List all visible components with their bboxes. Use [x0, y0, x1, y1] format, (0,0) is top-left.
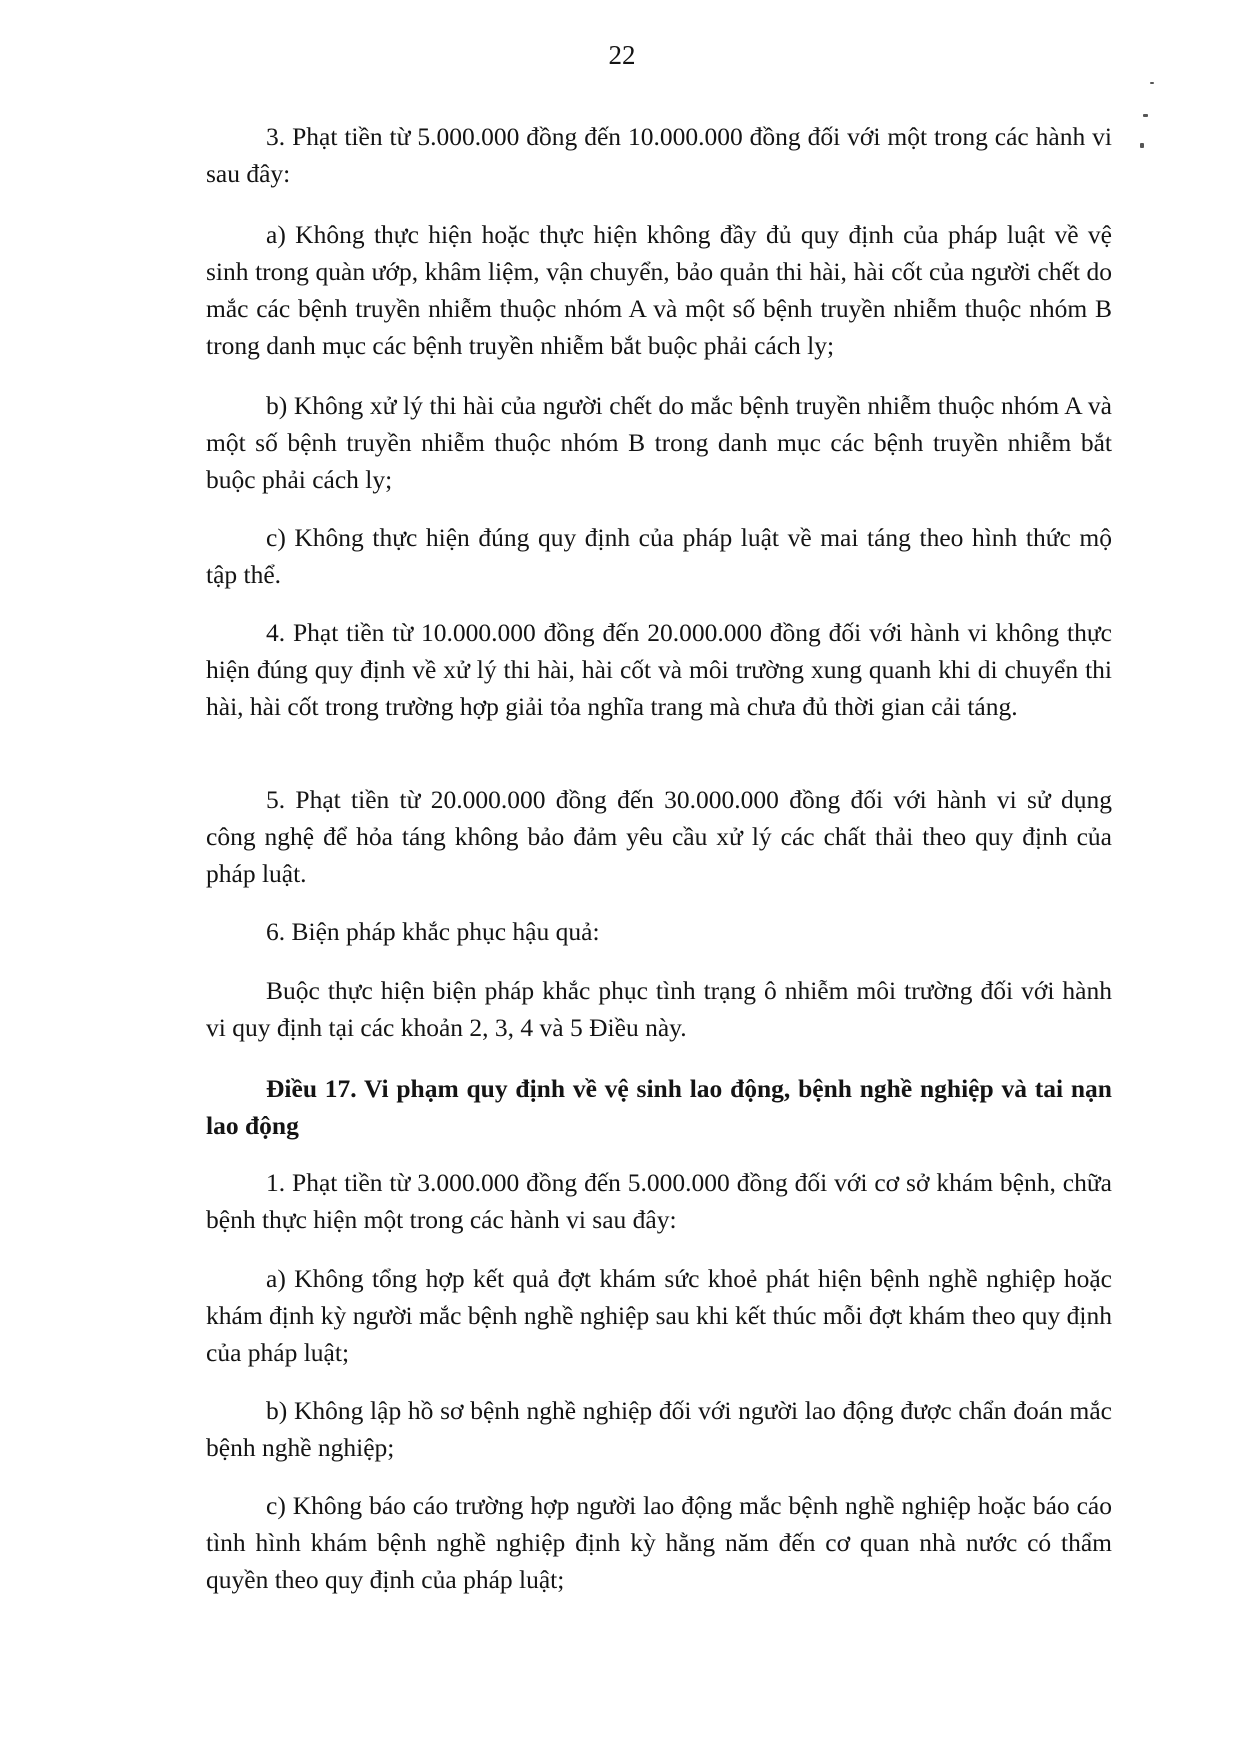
article-17-clause-1-item-b: b) Không lập hồ sơ bệnh nghề nghiệp đối với người lao động được chẩn đoán mắc bệnh nghề nghiệp;: [206, 1396, 1112, 1462]
clause-5: 5. Phạt tiền từ 20.000.000 đồng đến 30.000.000 đồng đối với hành vi sử dụng công nghệ để hỏa táng không bảo đảm yêu cầu xử lý các chất thải theo quy định của pháp luật.: [206, 785, 1112, 888]
clause-6-remedy: Buộc thực hiện biện pháp khắc phục tình trạng ô nhiễm môi trường đối với hành vi quy định tại các khoản 2, 3, 4 và 5 Điều này.: [206, 976, 1112, 1042]
scan-speck: [1143, 114, 1148, 117]
article-17-clause-1-item-a: a) Không tổng hợp kết quả đợt khám sức khoẻ phát hiện bệnh nghề nghiệp hoặc khám định kỳ người mắc bệnh nghề nghiệp sau khi kết thúc mỗi đợt khám theo quy định của pháp luật;: [206, 1264, 1112, 1367]
clause-3: 3. Phạt tiền từ 5.000.000 đồng đến 10.000.000 đồng đối với một trong các hành vi sau đây:: [206, 122, 1112, 188]
article-17-clause-1-item-c: c) Không báo cáo trường hợp người lao động mắc bệnh nghề nghiệp hoặc báo cáo tình hình khám bệnh nghề nghiệp định kỳ hằng năm đến cơ quan nhà nước có thẩm quyền theo quy định của pháp luật;: [206, 1491, 1112, 1594]
article-17-heading: Điều 17. Vi phạm quy định về vệ sinh lao động, bệnh nghề nghiệp và tai nạn lao động: [206, 1074, 1112, 1140]
clause-4: 4. Phạt tiền từ 10.000.000 đồng đến 20.000.000 đồng đối với hành vi không thực hiện đúng quy định về xử lý thi hài, hài cốt và môi trường xung quanh khi di chuyển thi hài, hài cốt trong trường hợp giải tỏa nghĩa trang mà chưa đủ thời gian cải táng.: [206, 618, 1112, 721]
page-number: 22: [608, 40, 636, 70]
scan-speck: [1140, 143, 1144, 148]
article-17-clause-1: 1. Phạt tiền từ 3.000.000 đồng đến 5.000.000 đồng đối với cơ sở khám bệnh, chữa bệnh thực hiện một trong các hành vi sau đây:: [206, 1168, 1112, 1234]
clause-3-item-b: b) Không xử lý thi hài của người chết do mắc bệnh truyền nhiễm thuộc nhóm A và một số bệnh truyền nhiễm thuộc nhóm B trong danh mục các bệnh truyền nhiễm bắt buộc phải cách ly;: [206, 391, 1112, 494]
clause-3-item-c: c) Không thực hiện đúng quy định của pháp luật về mai táng theo hình thức mộ tập thể.: [206, 523, 1112, 589]
clause-3-item-a: a) Không thực hiện hoặc thực hiện không đầy đủ quy định của pháp luật về vệ sinh trong quàn ướp, khâm liệm, vận chuyển, bảo quản thi hài, hài cốt của người chết do mắc các bệnh truyền nhiễm thuộc nhóm A và một số bệnh truyền nhiễm thuộc nhóm B trong danh mục các bệnh truyền nhiễm bắt buộc phải cách ly;: [206, 220, 1112, 360]
clause-6: 6. Biện pháp khắc phục hậu quả:: [266, 917, 600, 946]
scan-speck: [1150, 82, 1154, 84]
